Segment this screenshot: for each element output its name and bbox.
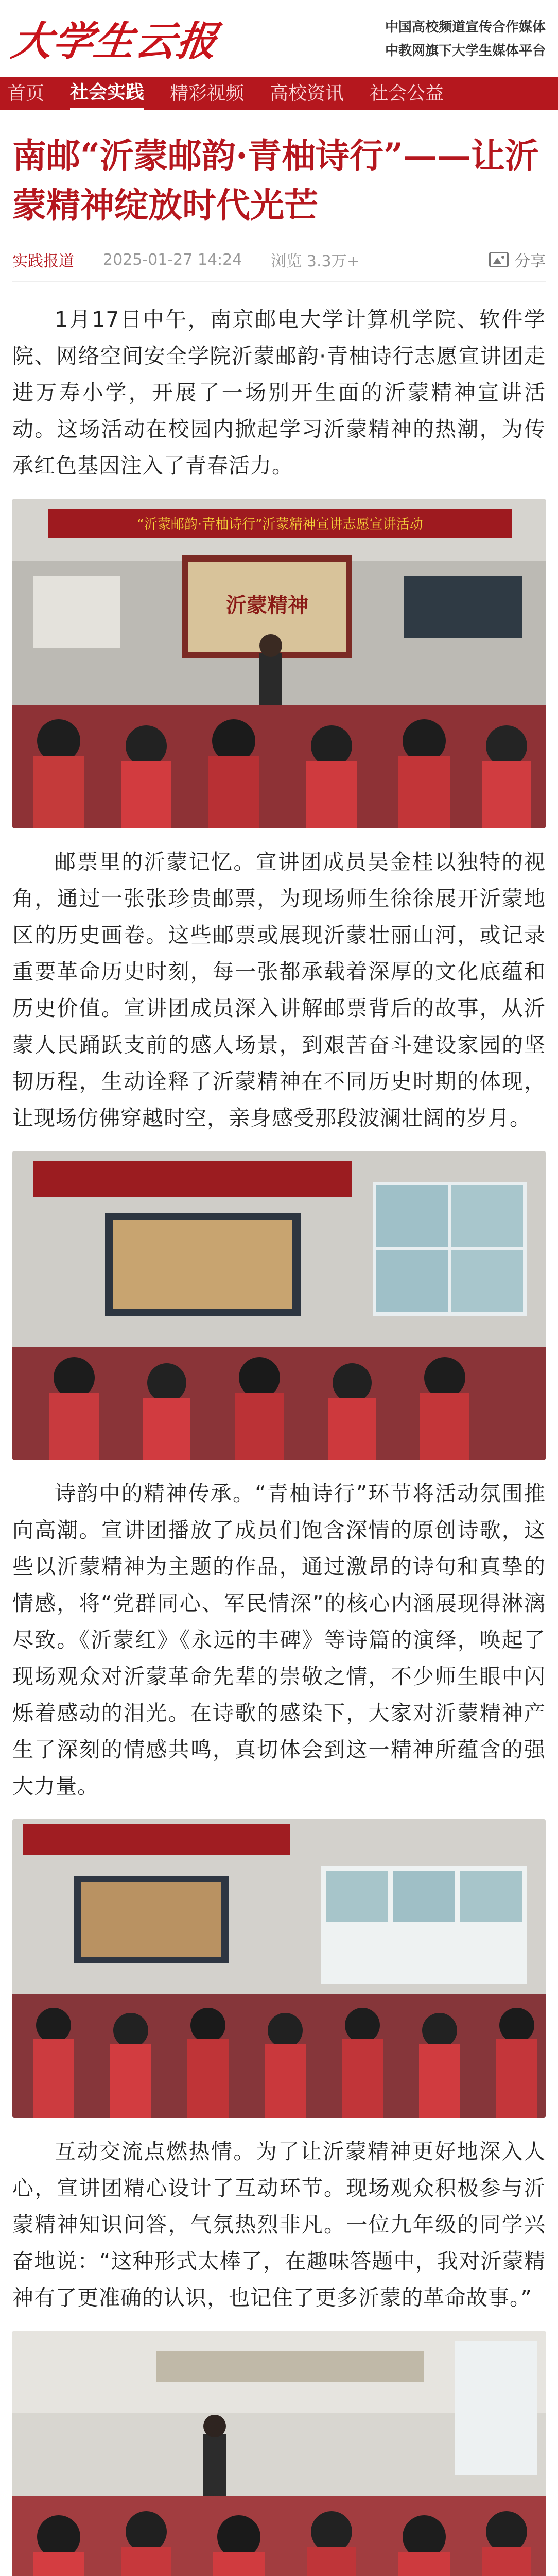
slogan-line-2: 中教网旗下大学生媒体平台	[385, 43, 546, 59]
article-photo-3	[12, 1819, 546, 2118]
article-paragraph-1: 1月17日中午，南京邮电大学计算机学院、软件学院、网络空间安全学院沂蒙邮韵·青柚诗行志愿宣讲团走进万寿小学，开展了一场别开生面的沂蒙精神宣讲活动。这场活动在校园内掀起学习沂蒙精神的热潮，为传承红色基因注入了青春活力。	[12, 307, 546, 478]
slogan-line-1: 中国高校频道宣传合作媒体	[385, 20, 546, 35]
share-button[interactable]	[489, 248, 546, 271]
main-nav	[0, 77, 558, 110]
nav-item-public-welfare[interactable]: 社会公益	[370, 83, 444, 104]
photo-1-illustration	[12, 499, 546, 828]
share-icon	[489, 252, 509, 267]
nav-item-campus-news[interactable]: 高校资讯	[270, 83, 344, 104]
masthead	[0, 0, 558, 77]
article-channel[interactable]: 实践报道	[12, 252, 74, 270]
article-title: 南邮“沂蒙邮韵·青柚诗行”——让沂蒙精神绽放时代光芒	[12, 135, 539, 225]
article-paragraph-4: 互动交流点燃热情。为了让沂蒙精神更好地深入人心，宣讲团精心设计了互动环节。现场观众积极参与沂蒙精神知识问答，气氛热烈非凡。一位九年级的同学兴奋地说：“这种形式太棒了，在趣味答题中，我对沂蒙精神有了更准确的认识，也记住了更多沂蒙的革命故事。”	[12, 2139, 546, 2310]
masthead-slogan	[385, 15, 546, 63]
photo-1-screen-text: 沂蒙精神	[226, 593, 308, 617]
article-photo-1	[12, 499, 546, 828]
article-photo-4	[12, 2331, 546, 2576]
article-views: 浏览 3.3万+	[271, 252, 360, 270]
nav-item-social-practice[interactable]: 社会实践	[70, 77, 144, 110]
article-datetime: 2025-01-27 14:24	[103, 250, 242, 269]
photo-2-illustration	[12, 1151, 546, 1460]
article-meta	[12, 248, 546, 282]
nav-item-home[interactable]: 首页	[7, 83, 45, 104]
site-logo[interactable]: 大学生云报	[8, 18, 221, 65]
article-paragraph-3: 诗韵中的精神传承。“青柚诗行”环节将活动氛围推向高潮。宣讲团播放了成员们饱含深情的原创诗歌，这些以沂蒙精神为主题的作品，通过激昂的诗句和真挚的情感，将“党群同心、军民情深”的核心内涵展现得淋漓尽致。《沂蒙红》《永远的丰碑》等诗篇的演绎，唤起了现场观众对沂蒙革命先辈的崇敬之情，不少师生眼中闪烁着感动的泪光。在诗歌的感染下，大家对沂蒙精神产生了深刻的情感共鸣，真切体会到这一精神所蕴含的强大力量。	[12, 1481, 546, 1799]
article-photo-2	[12, 1151, 546, 1460]
share-label: 分享	[515, 252, 546, 270]
photo-3-illustration	[12, 1819, 546, 2118]
nav-item-videos[interactable]: 精彩视频	[170, 83, 245, 104]
photo-1-banner-text: “沂蒙邮韵·青柚诗行”沂蒙精神宣讲志愿宣讲活动	[137, 517, 423, 532]
photo-4-illustration	[12, 2331, 546, 2576]
article-paragraph-2: 邮票里的沂蒙记忆。宣讲团成员吴金桂以独特的视角，通过一张张珍贵邮票，为现场师生徐徐展开沂蒙地区的历史画卷。这些邮票或展现沂蒙壮丽山河，或记录重要革命历史时刻，每一张都承载着深厚的文化底蕴和历史价值。宣讲团成员深入讲解邮票背后的故事，从沂蒙人民踊跃支前的感人场景，到艰苦奋斗建设家园的坚韧历程，生动诠释了沂蒙精神在不同历史时期的体现，让现场仿佛穿越时空，亲身感受那段波澜壮阔的岁月。	[12, 850, 546, 1130]
article	[0, 131, 558, 2576]
